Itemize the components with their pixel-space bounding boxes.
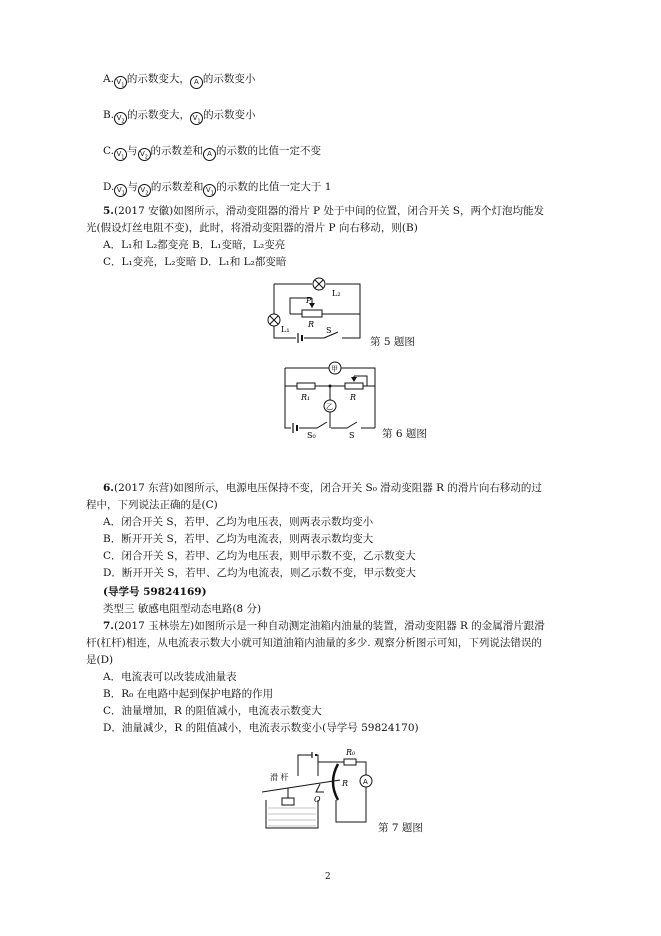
label-l1: L₁ xyxy=(281,325,290,334)
figure-6-caption: 第 6 题图 xyxy=(382,428,427,440)
q7-option-b: B．R₀ 在电路中起到保护电路的作用 xyxy=(103,688,274,700)
q7-stem-line1: 7.(2017 玉林崇左)如图所示是一种自动测定油箱内油量的装置，滑动变阻器 R 的金属滑片跟滑 xyxy=(103,620,545,632)
ammeter-icon: A xyxy=(203,148,216,161)
label-s0: S₀ xyxy=(307,431,316,438)
q5-stem-line1: 5.(2017 安徽)如图所示，滑动变阻器的滑片 P 处于中间的位置，闭合开关 S，两个灯泡均能发 xyxy=(103,205,544,217)
q7-stem-line3: 是(D) xyxy=(86,654,114,666)
section-type3-heading: 类型三 敏感电阻型动态电路(8 分) xyxy=(103,603,262,615)
voltmeter-icon: $V_2$ xyxy=(138,148,151,161)
label-s: S xyxy=(349,431,355,438)
label-o: O xyxy=(314,795,321,804)
q6-guide-number: (导学号 59824169) xyxy=(103,586,207,598)
meter-jia-label: 甲 xyxy=(331,365,338,373)
label-r: R xyxy=(350,393,357,402)
q7-option-c: C．油量增加，R 的阻值减小，电流表示数变大 xyxy=(103,705,322,717)
page-number: 2 xyxy=(325,872,331,882)
figure-6-circuit xyxy=(277,358,382,438)
q6-stem-line1: 6.(2017 东营)如图所示，电源电压保持不变，闭合开关 S₀ 滑动变阻器 R 的滑片向右移动的过 xyxy=(103,482,542,494)
label-l2: L₂ xyxy=(332,289,341,298)
q4-option-b: B. $V_2$的示数变大， $V_1$的示数变小 xyxy=(103,109,256,125)
q5-stem-line2: 光(假设灯丝电阻不变)，此时，将滑动变阻器的滑片 P 向右移动，则(B) xyxy=(86,222,418,234)
figure-7-oil-gauge xyxy=(258,742,378,834)
label-r1: R₁ xyxy=(301,393,311,402)
q7-option-d: D．油量减少，R 的阻值减小，电流表示数变小(导学号 59824170) xyxy=(103,722,419,734)
voltmeter-icon: $V_2$ xyxy=(114,112,127,125)
q6-option-b: B．断开开关 S，若甲、乙均为电流表，则两表示数均变大 xyxy=(103,533,374,545)
q4-option-d: D. $V_1$与 $V_2$的示数差和 $V_1$的示数的比值一定大于 1 xyxy=(103,181,332,197)
q6-option-c: C．闭合开关 S，若甲、乙均为电压表，则甲示数不变，乙示数变大 xyxy=(103,550,416,562)
q6-option-a: A．闭合开关 S，若甲、乙均为电压表，则两表示数均变小 xyxy=(103,516,374,528)
ammeter-icon: A xyxy=(190,76,203,89)
voltmeter-icon: $V_1$ xyxy=(114,184,127,197)
label-r: R xyxy=(308,320,315,329)
q7-option-a: A．电流表可以改装成油量表 xyxy=(103,671,237,683)
voltmeter-icon: $V_2$ xyxy=(138,184,151,197)
q7-stem-line2: 杆(杠杆)相连，从电流表示数大小就可知道油箱内油量的多少. 观察分析图示可知，下列说法错误的 xyxy=(86,637,542,649)
q6-option-d: D．断开开关 S，若甲、乙均为电流表，则乙示数不变，甲示数变大 xyxy=(103,567,416,579)
voltmeter-icon: $V_1$ xyxy=(203,184,216,197)
voltmeter-icon: $V_1$ xyxy=(190,112,203,125)
label-p: P xyxy=(306,296,312,305)
figure-5-circuit xyxy=(262,276,372,346)
figure-7-caption: 第 7 题图 xyxy=(378,822,423,834)
q6-stem-line2: 程中，下列说法正确的是(C) xyxy=(86,499,218,511)
voltmeter-icon: $V_1$ xyxy=(114,148,127,161)
figure-5-caption: 第 5 题图 xyxy=(370,336,415,348)
q5-options-ab: A．L₁和 L₂都变亮 B．L₁变暗，L₂变亮 xyxy=(103,239,286,251)
label-s: S xyxy=(326,326,332,335)
q4-option-a: A. $V_1$的示数变大， A 的示数变小 xyxy=(103,73,256,89)
label-r0: R₀ xyxy=(346,748,356,757)
meter-yi-label: 乙 xyxy=(326,403,333,411)
label-r: R xyxy=(342,779,349,788)
q5-options-cd: C．L₁变亮，L₂变暗 D．L₁和 L₂都变暗 xyxy=(103,256,287,268)
voltmeter-icon: $V_1$ xyxy=(114,76,127,89)
q4-option-c: C. $V_1$与 $V_2$的示数差和 A 的示数的比值一定不变 xyxy=(103,145,321,161)
label-slide-rod: 滑 杆 xyxy=(270,773,289,782)
ammeter-label: A xyxy=(363,778,368,786)
